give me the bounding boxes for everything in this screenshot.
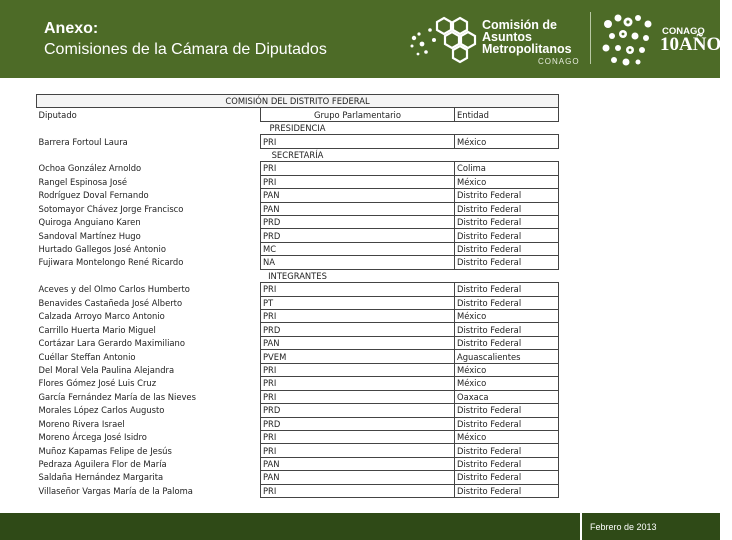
table-row — [37, 162, 559, 175]
table-row — [37, 323, 559, 336]
cell-diputado: Quiroga Anguiano Karen — [38, 217, 141, 228]
table-row — [37, 189, 559, 202]
table-row — [37, 417, 559, 430]
cell-grupo: PRD — [261, 404, 455, 417]
title-line-2: Comisiones de la Cámara de Diputados — [44, 41, 327, 58]
commission-logo-sub: CONAGO — [538, 57, 580, 66]
cell-grupo: PRI — [261, 162, 455, 175]
cell-diputado: Hurtado Gallegos José Antonio — [38, 244, 166, 255]
cell-entidad: México — [455, 430, 559, 443]
conago-logo — [598, 10, 732, 70]
table-row — [37, 404, 559, 417]
cell-grupo: PRI — [261, 377, 455, 390]
logo-divider — [590, 12, 591, 64]
section-row — [37, 269, 559, 282]
cell-grupo: PT — [261, 296, 455, 309]
cell-entidad: Aguascalientes — [455, 350, 559, 363]
table-header-row — [37, 108, 559, 121]
cell-entidad: Distrito Federal — [455, 189, 559, 202]
cell-diputado: García Fernández María de las Nieves — [38, 391, 196, 402]
cell-entidad: Distrito Federal — [455, 417, 559, 430]
footer-date: Febrero de 2013 — [590, 522, 657, 532]
cell-entidad: Distrito Federal — [455, 215, 559, 228]
table-row — [37, 175, 559, 188]
table-row — [37, 256, 559, 269]
conago-logo-name: CONAGO — [662, 26, 705, 37]
cell-diputado: Sotomayor Chávez Jorge Francisco — [38, 203, 184, 214]
cell-diputado: Moreno Rivera Israel — [38, 418, 125, 429]
cell-entidad: Distrito Federal — [455, 229, 559, 242]
cell-diputado: Saldaña Hernández Margarita — [38, 472, 164, 483]
cell-grupo: NA — [261, 256, 455, 269]
cell-diputado: Pedraza Aguilera Flor de María — [38, 459, 167, 470]
table-row — [37, 242, 559, 255]
cell-diputado: Carrillo Huerta Mario Miguel — [38, 324, 156, 335]
cell-grupo: PAN — [261, 202, 455, 215]
cell-entidad: Distrito Federal — [455, 283, 559, 296]
header-grupo: Grupo Parlamentario — [261, 108, 455, 121]
cell-diputado: Moreno Árcega José Isidro — [38, 432, 147, 443]
table-row — [37, 283, 559, 296]
cell-diputado: Barrera Fortoul Laura — [38, 136, 128, 147]
cell-grupo: PRI — [261, 310, 455, 323]
cell-entidad: México — [455, 175, 559, 188]
table-row — [37, 296, 559, 309]
cell-grupo: PVEM — [261, 350, 455, 363]
title-line-1: Anexo: — [44, 20, 99, 37]
cell-diputado: Cortázar Lara Gerardo Maximiliano — [38, 338, 185, 349]
cell-diputado: Cuéllar Steffan Antonio — [38, 351, 136, 362]
cell-grupo: MC — [261, 242, 455, 255]
cell-grupo: PRI — [261, 283, 455, 296]
section-title: SECRETARÍA — [271, 149, 324, 160]
cell-diputado: Fujiwara Montelongo René Ricardo — [38, 257, 184, 268]
cell-grupo: PRI — [261, 390, 455, 403]
cell-grupo: PRD — [261, 323, 455, 336]
cell-entidad: Distrito Federal — [455, 336, 559, 349]
conago-logo-icon — [598, 10, 658, 68]
table-row — [37, 310, 559, 323]
cell-grupo: PRI — [261, 363, 455, 376]
cell-grupo: PRI — [261, 484, 455, 497]
commission-table-body — [37, 95, 559, 498]
section-title: INTEGRANTES — [268, 270, 327, 281]
cell-entidad: Colima — [455, 162, 559, 175]
section-title: PRESIDENCIA — [269, 123, 326, 134]
header-diputado: Diputado — [38, 109, 77, 120]
cell-diputado: Rangel Espinosa José — [38, 176, 128, 187]
cell-diputado: Sandoval Martínez Hugo — [38, 230, 141, 241]
cell-entidad: Distrito Federal — [455, 296, 559, 309]
cell-entidad: Distrito Federal — [455, 242, 559, 255]
header-bar — [0, 0, 732, 78]
table-row — [37, 135, 559, 148]
cell-entidad: México — [455, 135, 559, 148]
table-row — [37, 457, 559, 470]
cell-entidad: Oaxaca — [455, 390, 559, 403]
cell-diputado: Benavides Castañeda José Alberto — [38, 297, 183, 308]
header-entidad: Entidad — [455, 108, 559, 121]
cell-diputado: Calzada Arroyo Marco Antonio — [38, 311, 165, 322]
cell-diputado: Rodríguez Doval Fernando — [38, 190, 149, 201]
cell-entidad: Distrito Federal — [455, 202, 559, 215]
cell-diputado: Del Moral Vela Paulina Alejandra — [38, 364, 175, 375]
cell-diputado: Villaseñor Vargas María de la Paloma — [38, 485, 193, 496]
cell-diputado: Flores Gómez José Luis Cruz — [38, 378, 157, 389]
table-row — [37, 363, 559, 376]
cell-grupo: PRI — [261, 430, 455, 443]
section-row — [37, 148, 559, 161]
table-row — [37, 202, 559, 215]
table-row — [37, 444, 559, 457]
cell-entidad: México — [455, 310, 559, 323]
cell-entidad: Distrito Federal — [455, 457, 559, 470]
cell-grupo: PRD — [261, 229, 455, 242]
cell-grupo: PAN — [261, 189, 455, 202]
table-row — [37, 229, 559, 242]
cell-diputado: Morales López Carlos Augusto — [38, 405, 165, 416]
cell-entidad: Distrito Federal — [455, 444, 559, 457]
table-row — [37, 430, 559, 443]
table-row — [37, 350, 559, 363]
commission-logo-text: Comisión de Asuntos Metropolitanos — [482, 18, 572, 56]
cell-entidad: Distrito Federal — [455, 323, 559, 336]
commission-logo-icon — [408, 14, 480, 64]
table-title-row — [37, 95, 559, 108]
table-row — [37, 471, 559, 484]
footer-divider — [580, 513, 582, 540]
cell-entidad: México — [455, 363, 559, 376]
commission-table — [36, 94, 559, 498]
cell-entidad: Distrito Federal — [455, 404, 559, 417]
table-row — [37, 377, 559, 390]
table-row — [37, 336, 559, 349]
cell-grupo: PRI — [261, 444, 455, 457]
conago-logo-years: 10AÑOS — [660, 34, 732, 55]
table-row — [37, 390, 559, 403]
table-title: COMISIÓN DEL DISTRITO FEDERAL — [37, 95, 559, 108]
cell-grupo: PRI — [261, 175, 455, 188]
cell-grupo: PAN — [261, 457, 455, 470]
cell-entidad: Distrito Federal — [455, 256, 559, 269]
commission-logo — [408, 14, 588, 68]
page-title — [44, 18, 327, 60]
cell-grupo: PRD — [261, 417, 455, 430]
table-row — [37, 484, 559, 497]
cell-grupo: PRD — [261, 215, 455, 228]
cell-grupo: PAN — [261, 336, 455, 349]
table-row — [37, 215, 559, 228]
cell-grupo: PRI — [261, 135, 455, 148]
cell-entidad: México — [455, 377, 559, 390]
cell-diputado: Muñoz Kapamas Felipe de Jesús — [38, 445, 172, 456]
section-row — [37, 121, 559, 134]
cell-diputado: Ochoa González Arnoldo — [38, 163, 142, 174]
cell-diputado: Aceves y del Olmo Carlos Humberto — [38, 284, 190, 295]
cell-grupo: PAN — [261, 471, 455, 484]
cell-entidad: Distrito Federal — [455, 484, 559, 497]
cell-entidad: Distrito Federal — [455, 471, 559, 484]
